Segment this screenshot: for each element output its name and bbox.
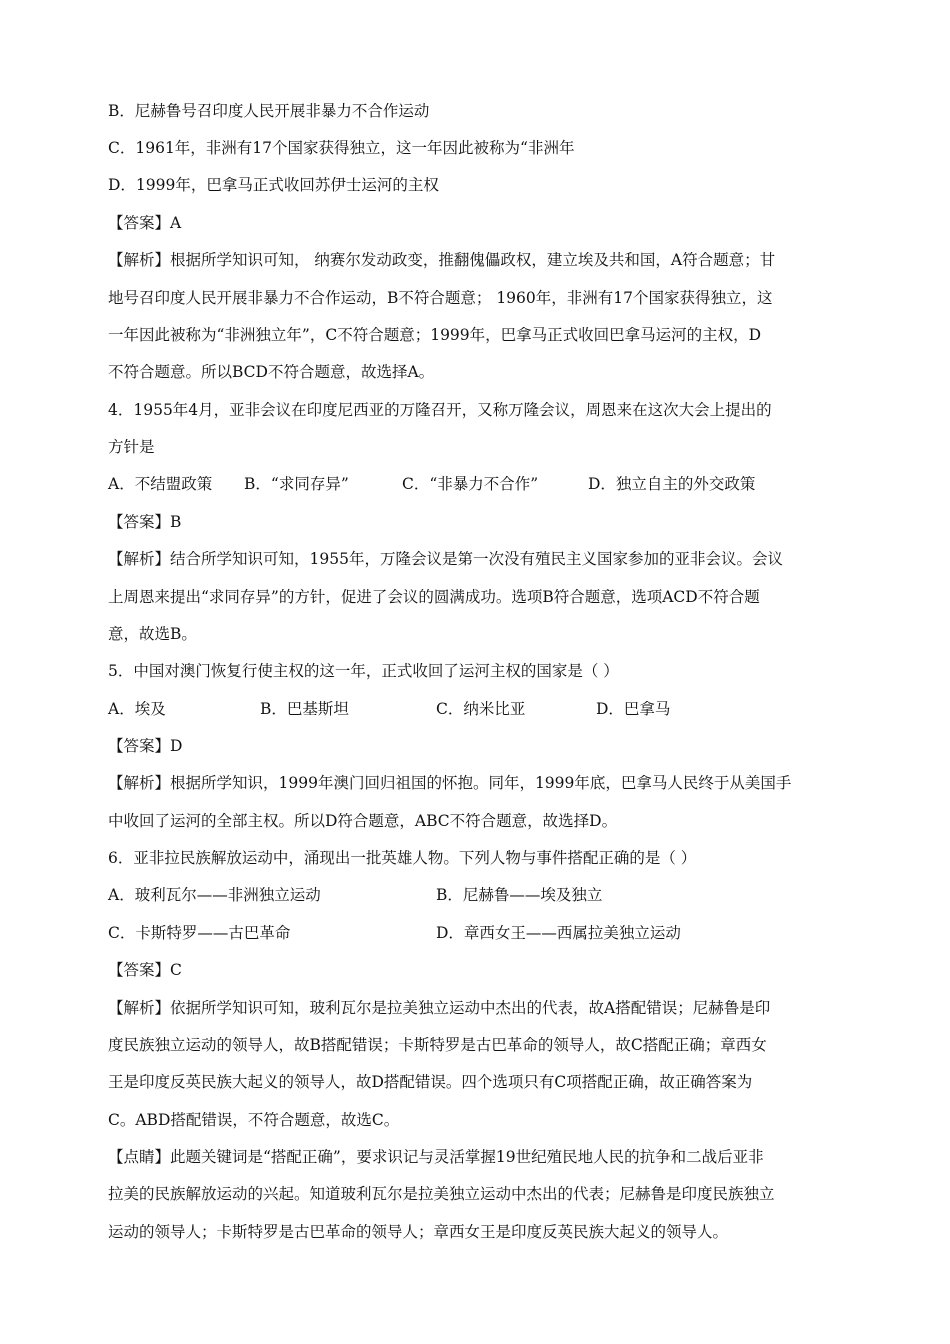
q4-question-cont: 方针是 <box>108 438 155 456</box>
q4-option-a: A．不结盟政策 <box>108 475 213 493</box>
q6-explanation-line: C。ABD搭配错误，不符合题意，故选C。 <box>108 1111 400 1129</box>
q4-explanation-line: 【解析】结合所学知识可知，1955年，万隆会议是第一次没有殖民主义国家参加的亚非会议。会议 <box>108 550 783 568</box>
q4-explanation-line: 意，故选B。 <box>108 625 197 643</box>
q6-answer: 【答案】C <box>108 961 182 979</box>
q6-explanation-line: 【解析】依据所学知识可知，玻利瓦尔是拉美独立运动中杰出的代表，故A搭配错误；尼赫鲁是印 <box>108 999 771 1017</box>
q6-explanation-line: 王是印度反英民族大起义的领导人，故D搭配错误。四个选项只有C项搭配正确，故正确答案为 <box>108 1073 753 1091</box>
q3-option-c: C．1961年，非洲有17个国家获得独立，这一年因此被称为“非洲年 <box>108 139 575 157</box>
q5-explanation-line: 【解析】根据所学知识，1999年澳门回归祖国的怀抱。同年，1999年底，巴拿马人民终于从美国手 <box>108 774 792 792</box>
q3-explanation-line: 地号召印度人民开展非暴力不合作运动，B不符合题意； 1960年，非洲有17个国家获得独立，这 <box>108 289 773 307</box>
q4-question: 4．1955年4月，亚非会议在印度尼西亚的万隆召开，又称万隆会议，周恩来在这次大会上提出的 <box>108 401 772 419</box>
q5-option-d: D．巴拿马 <box>596 700 671 718</box>
q6-tip-line: 运动的领导人；卡斯特罗是古巴革命的领导人；章西女王是印度反英民族大起义的领导人。 <box>108 1223 729 1241</box>
q4-option-c: C．“非暴力不合作” <box>402 475 539 493</box>
q4-explanation-line: 上周恩来提出“求同存异”的方针，促进了会议的圆满成功。选项B符合题意，选项ACD不符合题 <box>108 588 760 606</box>
q4-answer: 【答案】B <box>108 513 182 531</box>
q6-option-a: A．玻利瓦尔——非洲独立运动 <box>108 886 321 904</box>
q6-option-b: B．尼赫鲁——埃及独立 <box>436 886 603 904</box>
q3-explanation-line: 【解析】根据所学知识可知， 纳赛尔发动政变，推翻傀儡政权，建立埃及共和国，A符合题意；甘 <box>108 251 776 269</box>
q4-option-b: B．“求同存异” <box>244 475 349 493</box>
q6-tip-line: 【点睛】此题关键词是“搭配正确”，要求识记与灵活掌握19世纪殖民地人民的抗争和二战后亚非 <box>108 1148 764 1166</box>
q3-explanation-line: 一年因此被称为“非洲独立年”，C不符合题意；1999年，巴拿马正式收回巴拿马运河的主权，D <box>108 326 762 344</box>
q6-explanation-line: 度民族独立运动的领导人，故B搭配错误；卡斯特罗是古巴革命的领导人，故C搭配正确；章西女 <box>108 1036 767 1054</box>
q6-option-c: C．卡斯特罗——古巴革命 <box>108 924 291 942</box>
q4-option-d: D．独立自主的外交政策 <box>588 475 756 493</box>
q5-explanation-line: 中收回了运河的全部主权。所以D符合题意，ABC不符合题意，故选择D。 <box>108 812 618 830</box>
q5-option-b: B．巴基斯坦 <box>260 700 349 718</box>
q6-tip-line: 拉美的民族解放运动的兴起。知道玻利瓦尔是拉美独立运动中杰出的代表；尼赫鲁是印度民族独立 <box>108 1185 775 1203</box>
q5-option-c: C．纳米比亚 <box>436 700 526 718</box>
q3-option-b: B．尼赫鲁号召印度人民开展非暴力不合作运动 <box>108 102 430 120</box>
q6-option-d: D．章西女王——西属拉美独立运动 <box>436 924 681 942</box>
q5-option-a: A．埃及 <box>108 700 166 718</box>
q3-answer: 【答案】A <box>108 214 182 232</box>
q3-explanation-line: 不符合题意。所以BCD不符合题意，故选择A。 <box>108 363 435 381</box>
q6-question: 6．亚非拉民族解放运动中，涌现出一批英雄人物。下列人物与事件搭配正确的是（ ） <box>108 849 697 867</box>
q5-answer: 【答案】D <box>108 737 183 755</box>
q3-option-d: D．1999年，巴拿马正式收回苏伊士运河的主权 <box>108 176 439 194</box>
q5-question: 5．中国对澳门恢复行使主权的这一年，正式收回了运河主权的国家是（ ） <box>108 662 619 680</box>
